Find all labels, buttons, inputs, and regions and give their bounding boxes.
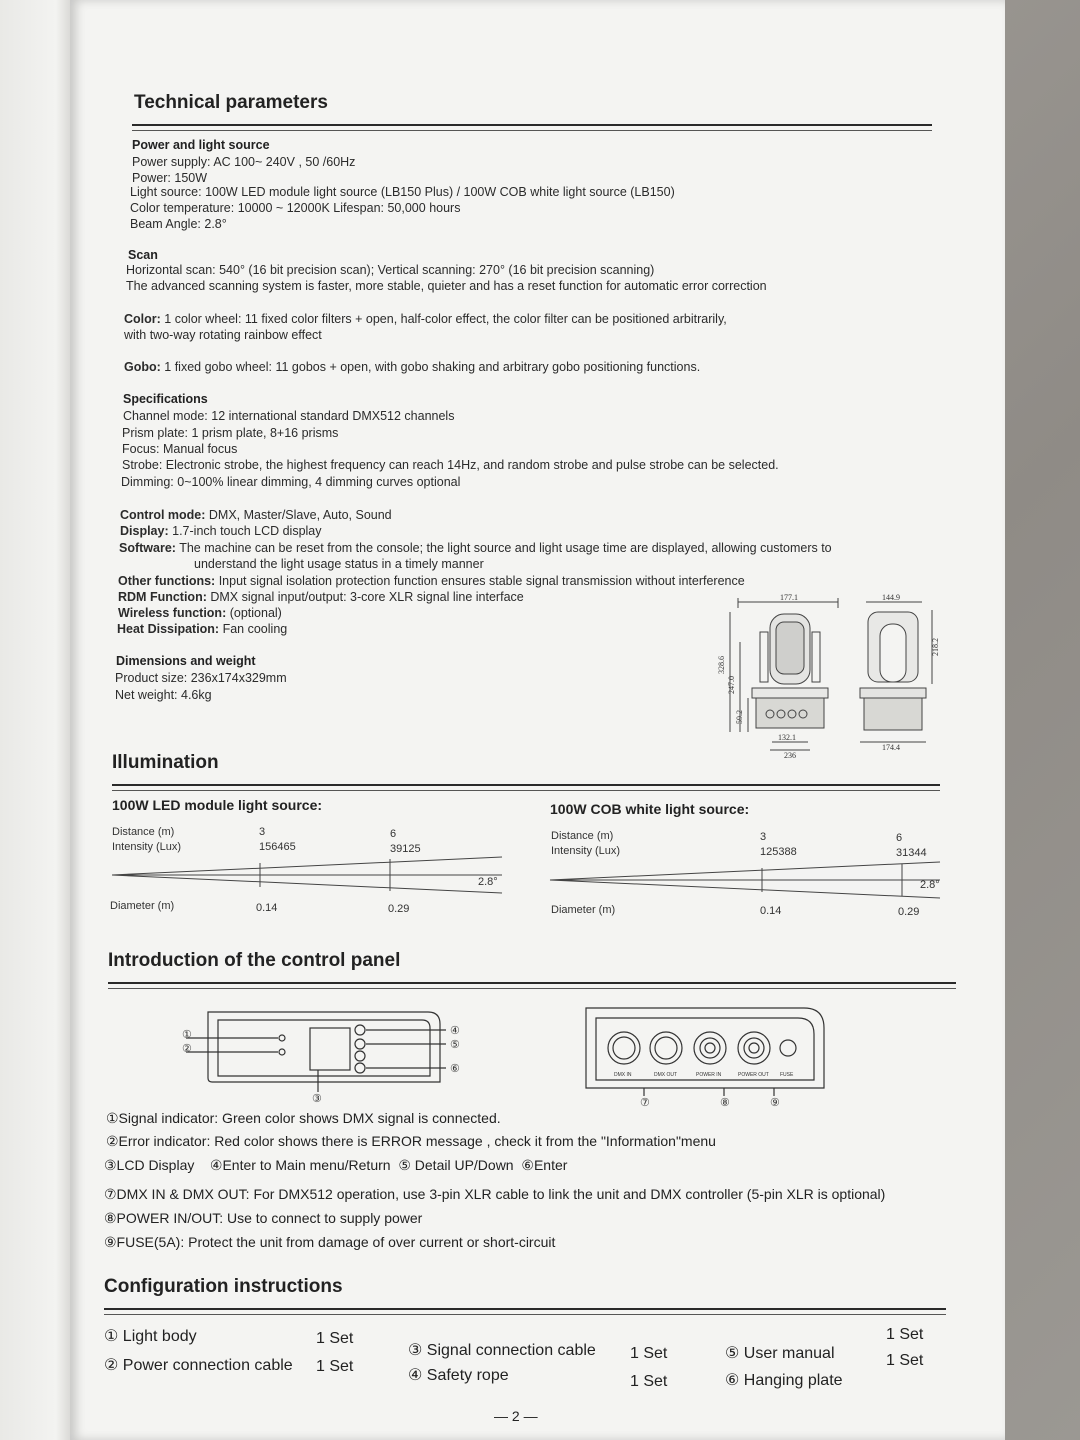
cob-diameter-2: 0.29 xyxy=(898,906,920,918)
display-line: Display: 1.7-inch touch LCD display xyxy=(120,524,322,538)
dim-247: 247.0 xyxy=(727,676,736,694)
size-line: Product size: 236x174x329mm xyxy=(115,671,287,685)
led-diameter-2: 0.29 xyxy=(388,903,410,915)
config-qty-light-body: 1 Set xyxy=(316,1330,354,1347)
callout-7: ⑦ xyxy=(640,1097,650,1109)
led-distance-label: Distance (m) xyxy=(112,826,175,838)
config-qty-user-manual: 1 Set xyxy=(886,1326,924,1343)
illumination-rule-thin xyxy=(112,790,940,791)
desc-error-indicator: ②Error indicator: Red color shows there is ERROR message , check it from the "Information"menu xyxy=(106,1133,716,1149)
config-qty-power-cable: 1 Set xyxy=(316,1358,354,1375)
technical-rule xyxy=(132,124,932,126)
callout-5: ⑤ xyxy=(450,1039,460,1051)
cob-distance-2: 6 xyxy=(896,832,903,844)
cob-distance-1: 3 xyxy=(760,831,767,843)
left-page-edge xyxy=(0,0,80,1440)
led-diameter-1: 0.14 xyxy=(256,902,278,914)
cob-angle: 2.8° xyxy=(920,879,940,891)
callout-4: ④ xyxy=(450,1025,460,1037)
color-line1: Color: 1 color wheel: 11 fixed color filters + open, half-color effect, the color filter can be positioned arbitrarily, xyxy=(124,312,727,326)
page-number: — 2 — xyxy=(494,1408,538,1424)
other-functions-line: Other functions: Input signal isolation protection function ensures stable signal transmission without interference xyxy=(118,574,745,588)
port-power-in: POWER IN xyxy=(696,1072,722,1078)
illumination-title: Illumination xyxy=(112,752,219,773)
callout-8: ⑧ xyxy=(720,1097,730,1109)
dimming-line: Dimming: 0~100% linear dimming, 4 dimming curves optional xyxy=(121,475,461,489)
scan-line2: The advanced scanning system is faster, more stable, quieter and has a reset function for automatic error correction xyxy=(126,279,767,293)
dim-59: 59.2 xyxy=(735,710,744,724)
desc-signal-indicator: ①Signal indicator: Green color shows DMX signal is connected. xyxy=(106,1110,501,1126)
callout-1: ① xyxy=(182,1029,192,1041)
dim-328: 328.6 xyxy=(717,656,726,674)
illumination-rule xyxy=(112,784,940,786)
light-source-line: Light source: 100W LED module light source (LB150 Plus) / 100W COB white light source (LB150) xyxy=(130,185,675,199)
config-qty-safety-rope: 1 Set xyxy=(630,1373,668,1390)
config-qty-signal-cable: 1 Set xyxy=(630,1345,668,1362)
heat-line: Heat Dissipation: Fan cooling xyxy=(117,622,288,636)
control-panel-title: Introduction of the control panel xyxy=(108,950,401,971)
prism-line: Prism plate: 1 prism plate, 8+16 prisms xyxy=(122,426,339,440)
configuration-rule-thin xyxy=(104,1314,946,1315)
specs-heading: Specifications xyxy=(123,392,208,406)
callout-9: ⑨ xyxy=(770,1097,780,1109)
led-beam-diagram xyxy=(112,855,512,895)
cob-title: 100W COB white light source: xyxy=(550,801,750,817)
color-line2: with two-way rotating rainbow effect xyxy=(124,328,322,342)
control-panel-rule xyxy=(108,982,956,984)
channel-line: Channel mode: 12 international standard DMX512 channels xyxy=(123,409,455,423)
configuration-title: Configuration instructions xyxy=(104,1276,343,1297)
port-fuse: FUSE xyxy=(780,1072,794,1078)
config-item-hanging-plate: ⑥ Hanging plate xyxy=(725,1372,843,1389)
desc-fuse: ⑨FUSE(5A): Protect the unit from damage of over current or short-circuit xyxy=(104,1234,556,1250)
led-intensity-2: 39125 xyxy=(390,843,421,855)
dim-236: 236 xyxy=(784,751,796,760)
cob-diameter-label: Diameter (m) xyxy=(551,904,616,916)
scan-heading: Scan xyxy=(128,248,158,262)
callout-2: ② xyxy=(182,1043,192,1055)
wireless-line: Wireless function: (optional) xyxy=(118,606,282,620)
port-power-out: POWER OUT xyxy=(738,1072,769,1078)
power-supply-line: Power supply: AC 100~ 240V , 50 /60Hz xyxy=(132,155,356,169)
scan-line1: Horizontal scan: 540° (16 bit precision scan); Vertical scanning: 270° (16 bit precision scanning) xyxy=(126,263,655,277)
led-title: 100W LED module light source: xyxy=(112,797,323,813)
dim-174: 174.4 xyxy=(882,743,900,752)
power-line: Power: 150W xyxy=(132,171,208,185)
control-panel-rule-thin xyxy=(108,988,956,989)
focus-line: Focus: Manual focus xyxy=(122,442,238,456)
led-intensity-1: 156465 xyxy=(259,841,296,853)
dimension-drawing xyxy=(710,592,950,762)
desc-lcd: ③LCD Display ④Enter to Main menu/Return ⑤ Detail UP/Down ⑥Enter xyxy=(104,1157,568,1173)
port-dmx-in: DMX IN xyxy=(614,1072,632,1078)
control-panel-diagram xyxy=(178,1002,478,1102)
software-line: Software: The machine can be reset from the console; the light source and light usage time are displayed, allowing customers to xyxy=(119,541,832,555)
config-item-signal-cable: ③ Signal connection cable xyxy=(408,1342,596,1359)
callout-3: ③ xyxy=(312,1093,322,1105)
dimensions-heading: Dimensions and weight xyxy=(116,654,256,668)
manual-page xyxy=(70,0,1005,1440)
cob-beam-diagram xyxy=(550,860,950,900)
config-qty-hanging-plate: 1 Set xyxy=(886,1352,924,1369)
cob-intensity-2: 31344 xyxy=(896,847,927,859)
power-heading: Power and light source xyxy=(132,138,270,152)
cob-distance-label: Distance (m) xyxy=(551,830,614,842)
cob-diameter-1: 0.14 xyxy=(760,905,782,917)
cob-intensity-label: Intensity (Lux) xyxy=(551,845,621,857)
control-mode-line: Control mode: DMX, Master/Slave, Auto, Sound xyxy=(120,508,392,522)
led-distance-2: 6 xyxy=(390,828,397,840)
software-line2: understand the light usage status in a timely manner xyxy=(194,557,484,571)
gobo-line: Gobo: 1 fixed gobo wheel: 11 gobos + open, with gobo shaking and arbitrary gobo positioning functions. xyxy=(124,360,701,374)
config-item-power-cable: ② Power connection cable xyxy=(104,1357,293,1374)
port-dmx-out: DMX OUT xyxy=(654,1072,678,1078)
led-intensity-label: Intensity (Lux) xyxy=(112,841,182,853)
desc-power: ⑧POWER IN/OUT: Use to connect to supply power xyxy=(104,1210,423,1226)
config-item-user-manual: ⑤ User manual xyxy=(725,1345,835,1362)
dim-132: 132.1 xyxy=(778,733,796,742)
weight-line: Net weight: 4.6kg xyxy=(115,688,212,702)
led-diameter-label: Diameter (m) xyxy=(110,900,175,912)
led-distance-1: 3 xyxy=(259,826,266,838)
technical-title: Technical parameters xyxy=(134,92,328,113)
rdm-line: RDM Function: DMX signal input/output: 3-core XLR signal line interface xyxy=(118,590,524,604)
strobe-line: Strobe: Electronic strobe, the highest frequency can reach 14Hz, and random strobe and pulse strobe can be selected. xyxy=(122,458,779,472)
callout-6: ⑥ xyxy=(450,1063,460,1075)
dim-218: 218.2 xyxy=(931,638,940,656)
led-angle: 2.8° xyxy=(478,876,498,888)
config-item-light-body: ① Light body xyxy=(104,1328,197,1345)
technical-rule-thin xyxy=(132,130,932,131)
configuration-rule xyxy=(104,1308,946,1310)
beam-angle-line: Beam Angle: 2.8° xyxy=(130,217,227,231)
color-temp-line: Color temperature: 10000 ~ 12000K Lifespan: 50,000 hours xyxy=(130,201,461,215)
dim-144: 144.9 xyxy=(882,593,900,602)
config-item-safety-rope: ④ Safety rope xyxy=(408,1367,509,1384)
dim-177: 177.1 xyxy=(780,593,798,602)
rear-panel-diagram xyxy=(584,1004,834,1104)
cob-intensity-1: 125388 xyxy=(760,846,797,858)
desc-dmx: ⑦DMX IN & DMX OUT: For DMX512 operation, use 3-pin XLR cable to link the unit and DMX controller (5-pin XLR is optional) xyxy=(104,1186,886,1202)
